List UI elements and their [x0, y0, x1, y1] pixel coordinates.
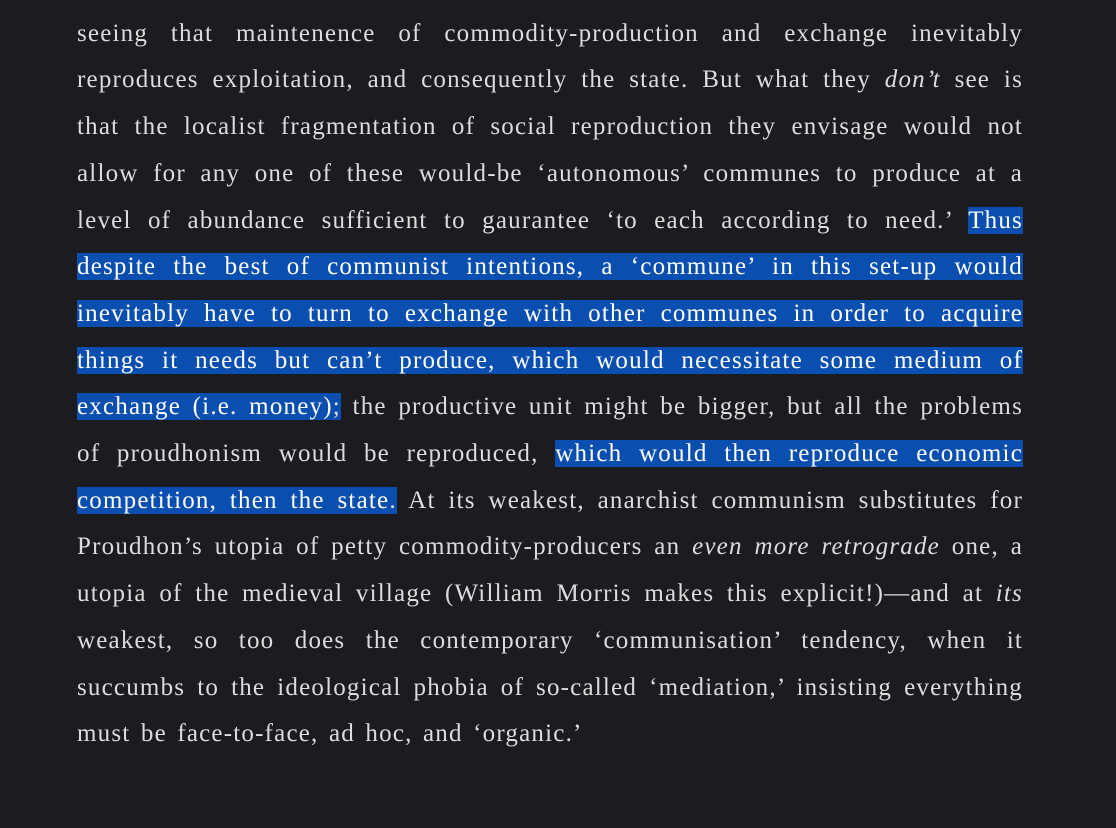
selected-text-highlight[interactable]: which would then reproduce economic competition, then the state: [77, 440, 1023, 514]
emphasis-even-more-retrograde: even more retrograde: [692, 533, 940, 561]
text-segment: seeing that maintenence of commodity-production and exchange inevitably reproduces exploitation, and consequently the state. But what they: [77, 19, 1023, 94]
text-segment: ; the productive unit might be bigger, but all the problems of proudhonism would be reproduced,: [77, 393, 1024, 468]
text-segment: see is that the localist fragmentation of social reproduction they envisage would not allow for any one of these would-be ‘autonomous’ communes to produce at a level of abundance sufficient to gaurantee ‘to each according to need.’: [77, 66, 1023, 234]
text-segment: one, a utopia of the medieval village (William Morris makes this explicit!)—and at: [77, 533, 1023, 608]
selected-text-highlight[interactable]: Thus despite the best of communist intentions, a ‘commune’ in this set-up would inevitably have to turn to exchange with other communes in order to acquire things it needs but can’t produce, which would necessitate some medium of exchange (i.e. money): [77, 206, 1023, 421]
emphasis-its: its: [995, 580, 1023, 608]
text-segment: weakest, so too does the contemporary ‘communisation’ tendency, when it succumbs to the ideological phobia of so-called ‘mediation,’ insisting everything must be face-to-face, ad hoc, and ‘organic.’: [77, 626, 1023, 748]
emphasis-dont: don’t: [884, 66, 941, 94]
body-paragraph[interactable]: [77, 0, 1023, 758]
text-segment: . At its weakest, anarchist communism substitutes for Proudhon’s utopia of petty commodity-producers an: [77, 486, 1024, 561]
